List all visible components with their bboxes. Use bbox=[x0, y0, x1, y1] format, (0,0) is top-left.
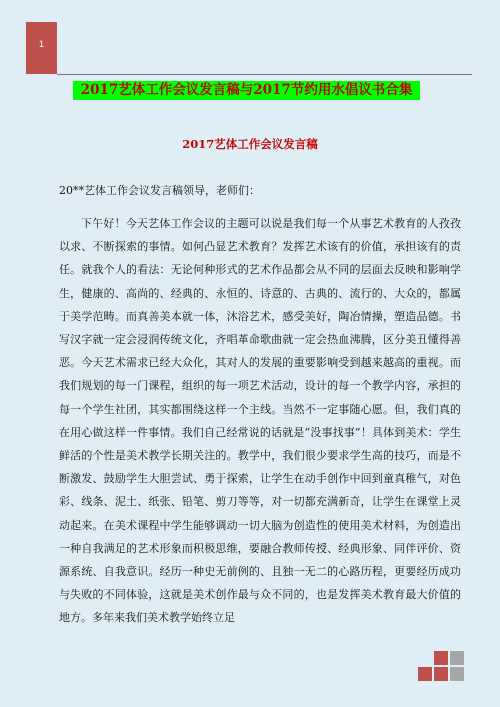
body-paragraph: 下午好！今天艺体工作会议的主题可以说是我们每一个从事艺术教育的人孜孜以求、不断探索的事情。如何凸显艺术教育？发挥艺术该有的价值，承担该有的责任。就我个人的看法：无论何种形式的艺术作品都会从不同的层面去反映和影响学生，健康的、高尚的、经典的、永恒的、诗意的、古典的、流行的、大众的，都属于美学范畴。而真善美本就一体，沐浴艺术，感受美好，陶冶情操，塑造品德。书写汉字就一定会浸润传统文化，齐唱革命歌曲就一定会热血沸腾，区分美丑懂得善恶。今天艺术需求已经大众化，其对人的发展的重要影响受到越来越高的重视。而我们规划的每一门课程，组织的每一项艺术活动，设计的每一个教学内容，承担的每一个学生社团，其实都围绕这样一个主线。当然不一定事随心愿。但，我们真的在用心做这样一件事情。我们自己经常说的话就是“没事找事”！具体到美术：学生鲜活的个性是美术教学长期关注的。教学中，我们很少要求学生高的技巧，而是不断激发、鼓励学生大胆尝试、勇于探索，让学生在动手创作中回到童真稚气，对色彩、线条、泥土、纸张、铅笔、剪刀等等，对一切都充满新奇，让学生在课堂上灵动起来。在美术课程中学生能够调动一切大脑为创造性的使用美术材料，为创造出一种自我满足的艺术形象而积极思维，要融合教师传授、经典形象、同伴评价、资源系统、自我意识。经历一种史无前例的、且独一无二的心路历程，更要经历成功与失败的不同体验，这就是美术创作最与众不同的，也是发挥美术教育最大价值的地方。多年来我们美术教学始终立足 bbox=[59, 217, 461, 625]
deco-square-red bbox=[434, 651, 448, 665]
deco-square-gray bbox=[450, 667, 464, 681]
section-title: 2017艺体工作会议发言稿 bbox=[182, 137, 318, 151]
page-number: 1 bbox=[38, 39, 44, 49]
document-title: 2017艺体工作会议发言稿与2017节约用水倡议书合集 bbox=[73, 81, 420, 100]
page-number-badge bbox=[26, 22, 57, 74]
deco-square-red bbox=[418, 667, 432, 681]
header-divider bbox=[57, 74, 472, 75]
deco-square-gray bbox=[450, 651, 464, 665]
corner-decoration bbox=[410, 651, 470, 693]
salutation: 20**艺体工作会议发言稿领导，老师们： bbox=[59, 184, 260, 197]
deco-square-red bbox=[434, 667, 448, 681]
